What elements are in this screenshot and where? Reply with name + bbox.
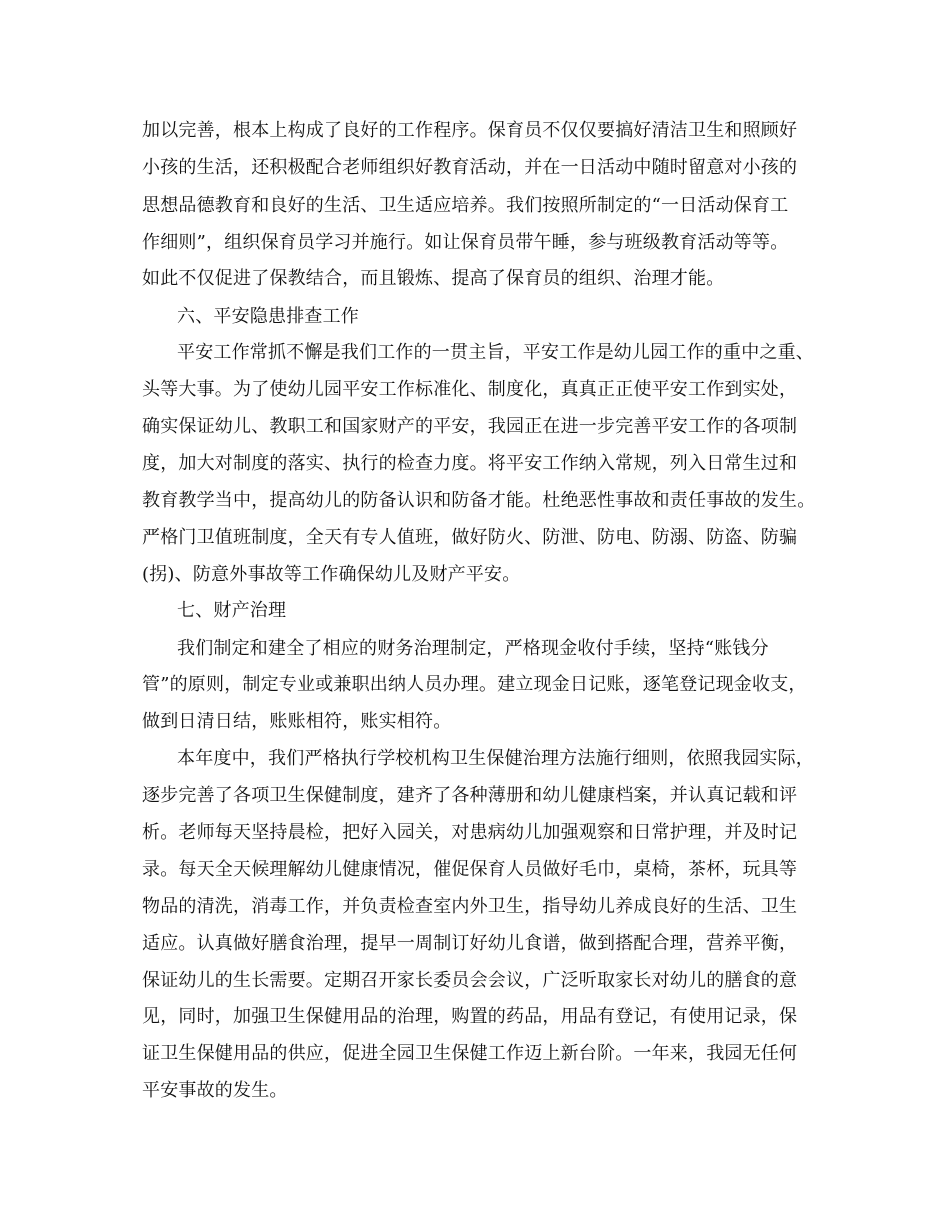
section-heading: 六、平安隐患排查工作: [177, 306, 359, 327]
section-heading: 七、财产治理: [177, 600, 287, 621]
text-line: 平安工作常抓不懈是我们工作的一贯主旨，平安工作是幼儿园工作的重中之重、: [177, 342, 814, 363]
text-line: (拐)、防意外事故等工作确保幼儿及财产平安。: [142, 564, 521, 585]
text-line: 思想品德教育和良好的生活、卫生适应培养。我们按照所制定的“一日活动保育工: [142, 195, 789, 216]
text-line: 本年度中，我们严格执行学校机构卫生保健治理方法施行细则，依照我园实际，: [177, 748, 814, 769]
text-line: 我们制定和建全了相应的财务治理制定，严格现金收付手续，坚持“账钱分: [177, 638, 769, 659]
text-line: 物品的清洗，消毒工作，并负责检查室内外卫生，指导幼儿养成良好的生活、卫生: [142, 896, 798, 917]
text-line: 逐步完善了各项卫生保健制度，建齐了各种薄册和幼儿健康档案，并认真记载和评: [142, 785, 798, 806]
text-line: 平安事故的发生。: [142, 1080, 288, 1101]
text-line: 证卫生保健用品的供应，促进全园卫生保健工作迈上新台阶。一年来，我园无任何: [142, 1043, 798, 1064]
text-line: 如此不仅促进了保教结合，而且锻炼、提高了保育员的组织、治理才能。: [142, 268, 725, 289]
text-line: 头等大事。为了使幼儿园平安工作标准化、制度化，真真正正使平安工作到实处，: [142, 379, 798, 400]
text-line: 做到日清日结，账账相符，账实相符。: [142, 711, 452, 732]
text-line: 录。每天全天候理解幼儿健康情况，催促保育人员做好毛巾，桌椅，茶杯，玩具等: [142, 859, 798, 880]
text-line: 作细则”，组织保育员学习并施行。如让保育员带午睡，参与班级教育活动等等。: [142, 232, 789, 253]
text-line: 加以完善，根本上构成了良好的工作程序。保育员不仅仅要搞好清洁卫生和照顾好: [142, 120, 798, 141]
text-line: 适应。认真做好膳食治理，提早一周制订好幼儿食谱，做到搭配合理，营养平衡，: [142, 933, 798, 954]
text-line: 见，同时，加强卫生保健用品的治理，购置的药品，用品有登记，有使用记录，保: [142, 1006, 798, 1027]
text-line: 度，加大对制度的落实、执行的检查力度。将平安工作纳入常规，列入日常生过和: [142, 453, 798, 474]
text-line: 保证幼儿的生长需要。定期召开家长委员会会议，广泛听取家长对幼儿的膳食的意: [142, 970, 798, 991]
text-line: 严格门卫值班制度，全天有专人值班，做好防火、防泄、防电、防溺、防盗、防骗: [142, 527, 798, 548]
text-line: 确实保证幼儿、教职工和国家财产的平安，我园正在进一步完善平安工作的各项制: [142, 416, 798, 437]
text-line: 教育教学当中，提高幼儿的防备认识和防备才能。杜绝恶性事故和责任事故的发生。: [142, 490, 816, 511]
text-line: 小孩的生活，还积极配合老师组织好教育活动，并在一日活动中随时留意对小孩的: [142, 157, 798, 178]
text-line: 析。老师每天坚持晨检，把好入园关，对患病幼儿加强观察和日常护理，并及时记: [142, 822, 798, 843]
text-line: 管”的原则，制定专业或兼职出纳人员办理。建立现金日记账，逐笔登记现金收支，: [142, 674, 807, 695]
